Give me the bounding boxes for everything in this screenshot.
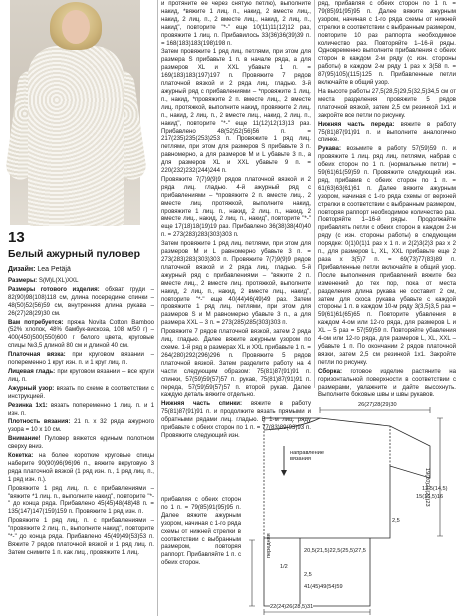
paragraph-text: 21 п. x 32 ряда ажурного узора = 10 x 10 см. xyxy=(8,418,154,434)
paragraph-heading: Внимание! xyxy=(8,435,41,443)
pattern-number: 13 xyxy=(8,229,25,246)
sizes-paragraph xyxy=(8,277,154,285)
col1-paragraph xyxy=(8,435,154,451)
model-photo xyxy=(10,0,140,225)
neckline xyxy=(264,418,320,430)
label-top-width: 26(27)28(29)30 xyxy=(358,402,397,408)
paragraph-text: Провяжите 1 ряд лиц. п. с прибавлениями – "провяжите 2 лиц. п., выполните накид", повторите "*-" до конца ряда. Прибавлено 45(49)49(53)53 п. Вяжите 7 рядов платочной вязкой и 1 ряд лиц. п. Затем снимите 1 п. как лиц., провяжите 1 лиц. xyxy=(8,517,154,556)
designer-label: Дизайн: xyxy=(8,266,36,273)
label-half-front: 1/2 xyxy=(280,564,288,570)
paragraph-heading: Нижняя часть спинки: xyxy=(161,400,243,408)
paragraph-heading: Лицевая гладь: xyxy=(8,367,56,375)
col1-paragraph xyxy=(8,418,154,434)
paragraph-text: вязать попеременно 1 лиц. п. и 1 изн. п. xyxy=(8,401,154,417)
designer-name: Lea Petäjä xyxy=(37,266,71,273)
column-3 xyxy=(318,0,456,399)
paragraph-heading: Размеры готового изделия: xyxy=(8,285,100,293)
col2-paragraph xyxy=(161,0,311,47)
col2-paragraph xyxy=(161,240,311,327)
col1-paragraph xyxy=(8,402,154,418)
col1-paragraph xyxy=(8,286,154,318)
paragraph-text: вязать по схеме в соответствии с инструкцией. xyxy=(8,384,154,400)
paragraph-text: Провяжите 7(7)9(9)9 рядов платочной вязкой и 2 ряда лиц. гладью. 4-й ажурный ряд с прибавлениями – *провяжите 2 п. вместе лиц., 2 вместе лиц. протяжкой, выполните накид, провяжите 1 лиц. п., накид, 2 лиц. п., накид, 2 вместе лиц., накид, 2 лиц. п., накид", повторите "*-" еще 17(18)18(19)19 раз. Прибавлено 36(38)38(40)40 п. = 273(283)283(303)303 п. xyxy=(161,175,311,239)
col3-paragraph xyxy=(318,0,456,87)
column-divider xyxy=(157,0,158,616)
paragraph-heading: Ажурный узор: xyxy=(8,384,55,392)
label-back-height: 20,5(21,5)22,5(25,5)27,5 xyxy=(304,548,366,554)
col4-paragraph xyxy=(161,496,241,567)
col1-paragraph xyxy=(8,385,154,401)
paragraph-text: ряд, прибавляя с обеих сторон по 1 п. = 79(85)91(95)95 п. Далее вяжите ажурным узором, начиная с 1-го ряда схемы от нижней стрелки в соответствии с выбранным размером, повторите 10 раз раппорта необходимое количество раз. Повторяйте 1–16-й ряды. Одновременно выполните прибавления с обеих сторон в каждом 2-м ряду (с изн. стороны работы) в каждом 2-м ряду 1 раз x 3(58 п. = 87(95)105)(115)125 п. Прибавленные петли включайте в общий узор. xyxy=(318,0,456,87)
label-front: передняя xyxy=(266,533,272,558)
sweater-body xyxy=(28,46,124,226)
pattern-title: Белый ажурный пуловер xyxy=(8,248,141,260)
paragraph-text: Затем провяжите 1 ряд лиц. петлями, при этом для размеров M и L равномерно убавьте 3 п. = 273(283)283(303)303 п. Провяжите 7(7)9(9)9 рядов платочной вязкой и 2 ряда лиц. гладью. 5-й ажурный ряд с прибавлениями – "вяжите 2 п. вместе лиц., 2 вместе лиц. протяжкой, выполните накид, 2 лиц. п., накид, 2 вместе лиц., накид", повторите "*-" еще 40(44)46(49)49 раз. Затем провяжите 1 ряд лиц. петлями, при этом для размеров S и M равномерно убавьте 3 п., а для размера XXL – 3 п. = 273(285)285(303)303 п. xyxy=(161,240,311,327)
col1-paragraph xyxy=(8,368,154,384)
paragraph-text: при круговом вязании – все круги лиц. п. xyxy=(8,367,154,383)
col1-paragraph xyxy=(8,319,154,351)
schematic-diagram xyxy=(240,388,460,616)
paragraph-heading: Рукава: xyxy=(318,145,341,153)
paragraph-text: Пуловер вяжется единым полотном сверху вниз. xyxy=(8,435,154,451)
paragraph-heading: Плотность вязания: xyxy=(8,418,71,426)
col2-paragraph xyxy=(161,176,311,239)
column-divider xyxy=(314,0,315,388)
column-1-paragraphs xyxy=(8,286,154,557)
paragraph-text: На высоте работы 27,5(28,5)29,5(32,5)34,5 см от места разделения провяжите 5 рядов платочной вязкой, затем 2,5 см резинкой 1x1 и закройте все петли по рисунку. xyxy=(318,87,456,119)
label-yoke-depth: 19(20)21(22)23 xyxy=(424,468,430,507)
col3-paragraph xyxy=(318,121,456,145)
column-4 xyxy=(161,496,241,616)
paragraph-text: Провяжите 1 ряд лиц. п. с прибавлениями – "вяжите *1 лиц. п., выполните накид", повторите "*-" до конца ряда. Прибавлено 45(45)48(48)48 п. = 135(147)147(159)159 п. Провяжите 1 ряд изн. п. xyxy=(8,484,154,516)
paragraph-text: вяжите в работу 75(81)87(91)91 п. и продолжите вязать прямыми и обратными рядами лиц. гладью. В 1-м лиц. ряду прибавьте с обеих сторон по 1 п. = 77(83)89(93)93 п. Провяжите следующий изн. xyxy=(161,400,312,439)
paragraph-text: обхват груди – 82(90)98(108)118 см, длина посередине спинки – 48(50)52(56)59 см, внутренняя длина рукава – 26(27)28(29)30 см. xyxy=(8,285,154,317)
label-sleeve-end-2: 15(15,5)16 xyxy=(416,494,444,500)
col1-paragraph xyxy=(8,517,154,557)
paragraph-text: при круговом вязании – попеременно 1 круг изн. п. и 1 круг лиц. п. xyxy=(8,351,154,367)
label-bottom-width: 41(45)49(54)59 xyxy=(304,584,343,590)
paragraph-text: Провяжите 7 рядов платочной вязкой, затем 2 ряда лиц. гладью. Далее вяжите ажурным узором по схеме. 1-й ряд в размерах XL и XXL прибавьте 1 п. = 264(280)292(296)296 п. Провяжите 5 рядов платочной вязкой. Затем разделите работу на 4 части следующим образом: 75(81)87(91)91 п. спинки, 57(59)59(57)57 п. рукав, 75(81)87(91)91 п. переда, 57(59)59(57)57 п. второй рукав. Далее каждую деталь вяжите отдельно. xyxy=(161,328,311,399)
paragraph-text: и протяните ее через снятую петлю), выполните накид, *вяжите 1 лиц. п., накид, 2 вместе лиц., накид, 2 лиц. п., 2 вместе лиц., накид, 2 лиц. п., накид", повторите "*-" еще 10(11)11(12)12 раз, провяжите 1 лиц. п. Прибавилось 33(36)36(39)39 п. = 168(183)183(198)198 п. xyxy=(161,0,311,47)
paragraph-text: возьмите в работу 57(59)59 п. и провяжите 1 лиц. ряд лиц. петлями, набрав с обеих сторон по 1 п. (нормальные петли) = 59(61)61(59)59 п. Провяжите следующий изн. ряд, прибавив с обеих сторон по 1 п. = 61(63)63(61)61 п. Далее вяжите ажурным узором, начиная с 1-го ряда схемы от верхней стрелки в соответствии с выбранным размером, повторяя раппорт необходимое количество раз. Повторяйте 1–16-й ряды. Продолжайте прибавлять петли с обеих сторон в каждом 2-м ряду (с изн. стороны работы) в следующем порядке: 0(1)0(1)1 раз x 1 п. и 2(2)3(2)3 раз x 2 п., для размеров L, XL, XXL прибавьте еще 2 раза x 3(5)7 п. = 69(73)77(83)89 п. Прибавленные петли включайте в общий узор. После выполнения прибавлений вяжите без изменений до тех пор, пока от места разделения длина рукава не составит 2 см, затем для скоса рукава убавьте с каждой стороны 1 п. в каждом 10-м ряду 3(3,5)3,5 раз = 59(61)61(65)65 п. Повторите убавления в каждом 4-ом или 12-го ряда, для размеров L и XL – 5 раз = 57(59)59 п. Повторяйте убавления 4-ом или 12-го ряда, для размеров L, XL, XXL – убавьте 1 п. По окончании 2 рядов платочной вязки, затем 2,5 см резинкой 1x1. Закройте петли по рисунку. xyxy=(318,145,456,366)
sizes-label: Размеры: xyxy=(8,277,38,284)
paragraph-text: готовое изделие растяните на горизонтальной поверхности в соответствии с размерами, увлажните и дайте высохнуть. Выполните боковые швы и швы рукавов. xyxy=(318,367,456,399)
paragraph-heading: Резинка 1x1: xyxy=(8,401,48,409)
paragraph-heading: Кокетка: xyxy=(8,452,34,460)
designer-line xyxy=(8,266,71,273)
paragraph-text: прибавляя с обеих сторон по 1 п. = 79(85)91(95)95 п. Далее вяжите ажурным узором, начиная с 1-го ряда схемы от нижней стрелки в соответствии с выбранным размером, повторяя раппорт. Прибавляйте 1 п. с обеих сторон. xyxy=(161,496,241,567)
col1-paragraph xyxy=(8,485,154,517)
col1-paragraph xyxy=(8,351,154,367)
label-hem-width: 22(24)26(28,5)31 xyxy=(270,604,314,610)
label-sleeve-end: 13,5(14,5) xyxy=(422,486,448,492)
paragraph-text: на более короткие круговые спицы наберите 90(90)96(96)96 п., вяжите вкруговую 3 ряда платочной вязкой (1 ряд изн. п., 1 ряд лиц. п., 1 ряд изн. п.). xyxy=(8,452,154,483)
col3-paragraph xyxy=(318,145,456,366)
pattern-outline xyxy=(264,418,430,538)
col1-paragraph xyxy=(8,452,154,484)
paragraph-heading: Нижняя часть переда: xyxy=(318,120,395,128)
model-face xyxy=(62,10,90,44)
label-lower-rib: 2,5 xyxy=(304,572,312,578)
paragraph-text: вяжите в работу 75(81)87(91)91 п. и выполните аналогично спинке. xyxy=(318,120,456,144)
column-1 xyxy=(8,277,154,616)
label-sleeve-cuff: 2,5 xyxy=(392,518,400,524)
label-knit-direction: направление вязания xyxy=(290,450,324,462)
paragraph-text: пряжа Novita Cotton Bamboo (52% хлопок, 48% бамбук-вискоза, 108 м/50 г) – 400(450)500(550)600 г белого цвета, круговые спицы №3,5 длиной 80 см и длиной 40 см. xyxy=(8,318,154,350)
col2-paragraph xyxy=(161,48,311,175)
paragraph-heading: Платочная вязка: xyxy=(8,351,66,359)
paragraph-heading: Сборка: xyxy=(318,367,342,375)
paragraph-heading: Вам потребуется: xyxy=(8,318,64,326)
col3-paragraph xyxy=(318,88,456,120)
paragraph-text: Затем провяжите 1 ряд лиц. петлями, при этом для размера S прибавьте 1 п. в начале ряда, а для размеров XL и XXL убавьте 1 п. = 169(183)183(197)197 п. Провяжите 7 рядов платочной вязкой и 2 ряда лиц. гладью. 3-й ажурный ряд с прибавлениями – *провяжите 1 лиц. п., накид, *провяжите 2 п. вместе лиц., 2 вместе лиц. протяжкой, выполните накид, провяжите 2 лиц. п., накид, 2 лиц. п., 2 вместе лиц., накид, 2 лиц. п., накид", повторите "*-" еще 11(12)12(13)13 раз. Прибавлено 48(52)52(56)56 п. = 217(235)235(253)253 п. Провяжите 1 ряд лиц. петлями, при этом для размеров S прибавьте 3 п. равномерно, а для размеров M и L убавьте 3 п., а для размеров XL и XXL убавьте 9 п. = 220(232)232(244)244 п. xyxy=(161,48,311,175)
sizes-value: S(M)L(XL)XXL xyxy=(38,277,79,284)
